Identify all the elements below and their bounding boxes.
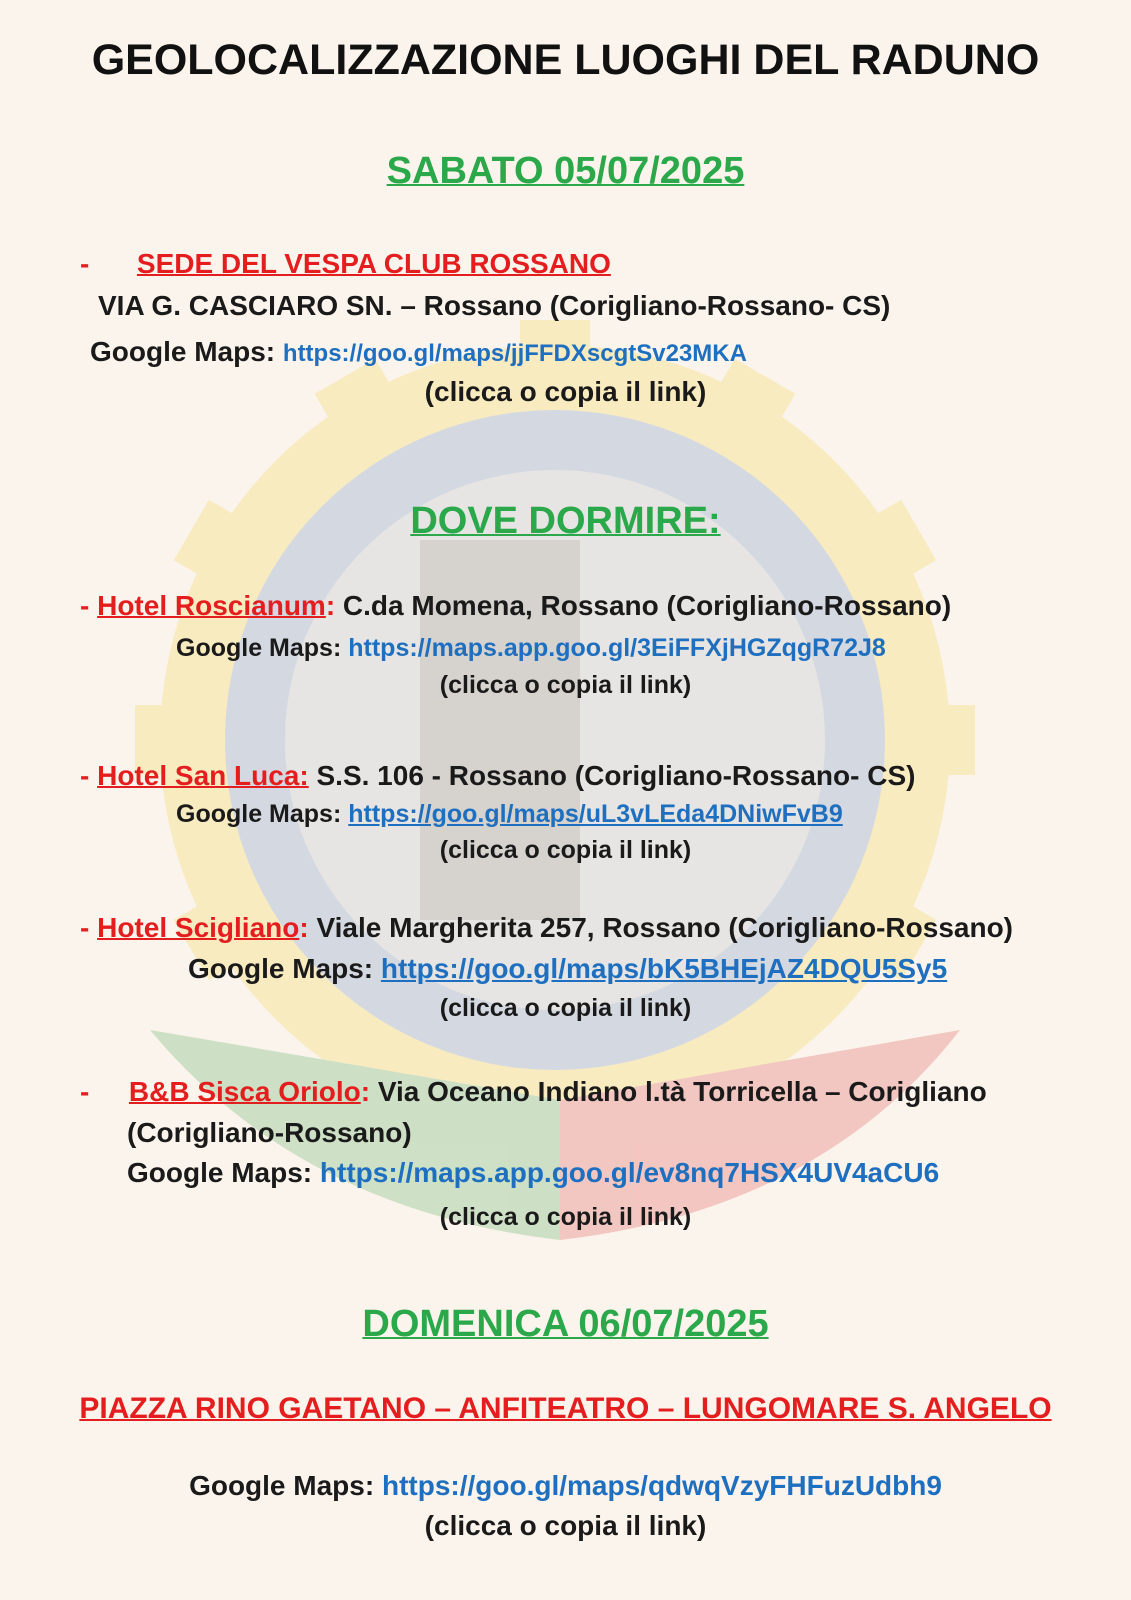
saturday-venue-address: VIA G. CASCIARO SN. – Rossano (Corigliano-Rossano- CS) bbox=[98, 290, 891, 321]
maps-label: Google Maps: bbox=[189, 1470, 375, 1501]
hotel-scigliano-maps-line bbox=[188, 953, 947, 985]
maps-label: Google Maps: bbox=[176, 800, 342, 828]
page-title: GEOLOCALIZZAZIONE LUOGHI DEL RADUNO bbox=[91, 36, 1040, 84]
bullet: - bbox=[80, 912, 90, 943]
saturday-heading-text: SABATO 05/07/2025 bbox=[386, 150, 745, 192]
hint-text: (clicca o copia il link) bbox=[439, 1203, 692, 1231]
bb-sisca-hint bbox=[0, 1203, 1131, 1232]
bullet: - bbox=[80, 760, 90, 791]
sunday-venue-name: PIAZZA RINO GAETANO – ANFITEATRO – LUNGOMARE S. ANGELO bbox=[79, 1392, 1052, 1425]
sunday-maps-line bbox=[0, 1470, 1131, 1502]
hotel-roscianum-name: Hotel Roscianum bbox=[97, 590, 326, 621]
hotel-san-luca-maps-link[interactable]: https://goo.gl/maps/uL3vLEda4DNiwFvB9 bbox=[348, 800, 843, 828]
hint-text: (clicca o copia il link) bbox=[439, 994, 692, 1022]
sunday-heading-text: DOMENICA 06/07/2025 bbox=[362, 1303, 769, 1345]
hotel-scigliano-line bbox=[80, 912, 1013, 944]
bb-sisca-address-2: (Corigliano-Rossano) bbox=[127, 1117, 412, 1148]
hotel-san-luca-hint bbox=[0, 836, 1131, 865]
sunday-maps-link[interactable]: https://goo.gl/maps/qdwqVzyFHFuzUdbh9 bbox=[381, 1470, 942, 1501]
name-separator: : bbox=[360, 1076, 371, 1107]
bullet: - bbox=[80, 1076, 90, 1107]
hint-text: (clicca o copia il link) bbox=[424, 376, 707, 407]
maps-label: Google Maps: bbox=[188, 953, 374, 984]
hint-text: (clicca o copia il link) bbox=[424, 1510, 707, 1541]
hotel-san-luca-address: S.S. 106 - Rossano (Corigliano-Rossano- CS) bbox=[308, 760, 916, 791]
hint-text: (clicca o copia il link) bbox=[439, 836, 692, 864]
bb-sisca-maps-link[interactable]: https://maps.app.goo.gl/ev8nq7HSX4UV4aCU6 bbox=[319, 1157, 940, 1188]
hotel-scigliano-name: Hotel Scigliano bbox=[97, 912, 300, 943]
hotel-roscianum-line bbox=[80, 590, 951, 622]
hotel-san-luca-maps-line bbox=[176, 800, 843, 829]
saturday-venue-line bbox=[80, 248, 611, 280]
maps-label: Google Maps: bbox=[90, 336, 276, 367]
hotel-roscianum-maps-line bbox=[176, 634, 886, 663]
hotel-scigliano-hint bbox=[0, 994, 1131, 1023]
saturday-venue-name: SEDE DEL VESPA CLUB ROSSANO bbox=[136, 248, 611, 279]
saturday-maps-link[interactable]: https://goo.gl/maps/jjFFDXscgtSv23MKA bbox=[282, 340, 747, 367]
hint-text: (clicca o copia il link) bbox=[439, 671, 692, 699]
maps-label: Google Maps: bbox=[127, 1157, 313, 1188]
bb-sisca-maps-line bbox=[127, 1157, 939, 1189]
bullet: - bbox=[80, 248, 90, 279]
maps-label: Google Maps: bbox=[176, 634, 342, 662]
sunday-venue-line bbox=[0, 1392, 1131, 1426]
name-separator: : bbox=[299, 912, 309, 943]
hotel-san-luca-name: Hotel San Luca: bbox=[97, 760, 309, 791]
bb-sisca-line bbox=[80, 1076, 987, 1108]
saturday-maps-line bbox=[90, 336, 747, 368]
bb-sisca-address: Via Oceano Indiano l.tà Torricella – Corigliano bbox=[370, 1076, 987, 1107]
hotel-scigliano-address: Viale Margherita 257, Rossano (Corigliano-Rossano) bbox=[308, 912, 1014, 943]
hotel-roscianum-hint bbox=[0, 671, 1131, 700]
hotel-roscianum-maps-link[interactable]: https://maps.app.goo.gl/3EiFFXjHGZqgR72J8 bbox=[348, 634, 886, 662]
sleep-heading bbox=[0, 500, 1131, 543]
hotel-roscianum-address: C.da Momena, Rossano (Corigliano-Rossano) bbox=[335, 590, 952, 621]
bullet: - bbox=[80, 590, 90, 621]
sleep-heading-text: DOVE DORMIRE: bbox=[410, 500, 721, 542]
bb-sisca-name: B&B Sisca Oriolo bbox=[128, 1076, 361, 1107]
sunday-heading bbox=[0, 1303, 1131, 1346]
saturday-heading bbox=[0, 150, 1131, 193]
sunday-hint bbox=[0, 1510, 1131, 1542]
saturday-hint bbox=[0, 376, 1131, 408]
hotel-scigliano-maps-link[interactable]: https://goo.gl/maps/bK5BHEjAZ4DQU5Sy5 bbox=[380, 953, 948, 984]
hotel-san-luca-line bbox=[80, 760, 915, 792]
name-separator: : bbox=[325, 590, 336, 621]
